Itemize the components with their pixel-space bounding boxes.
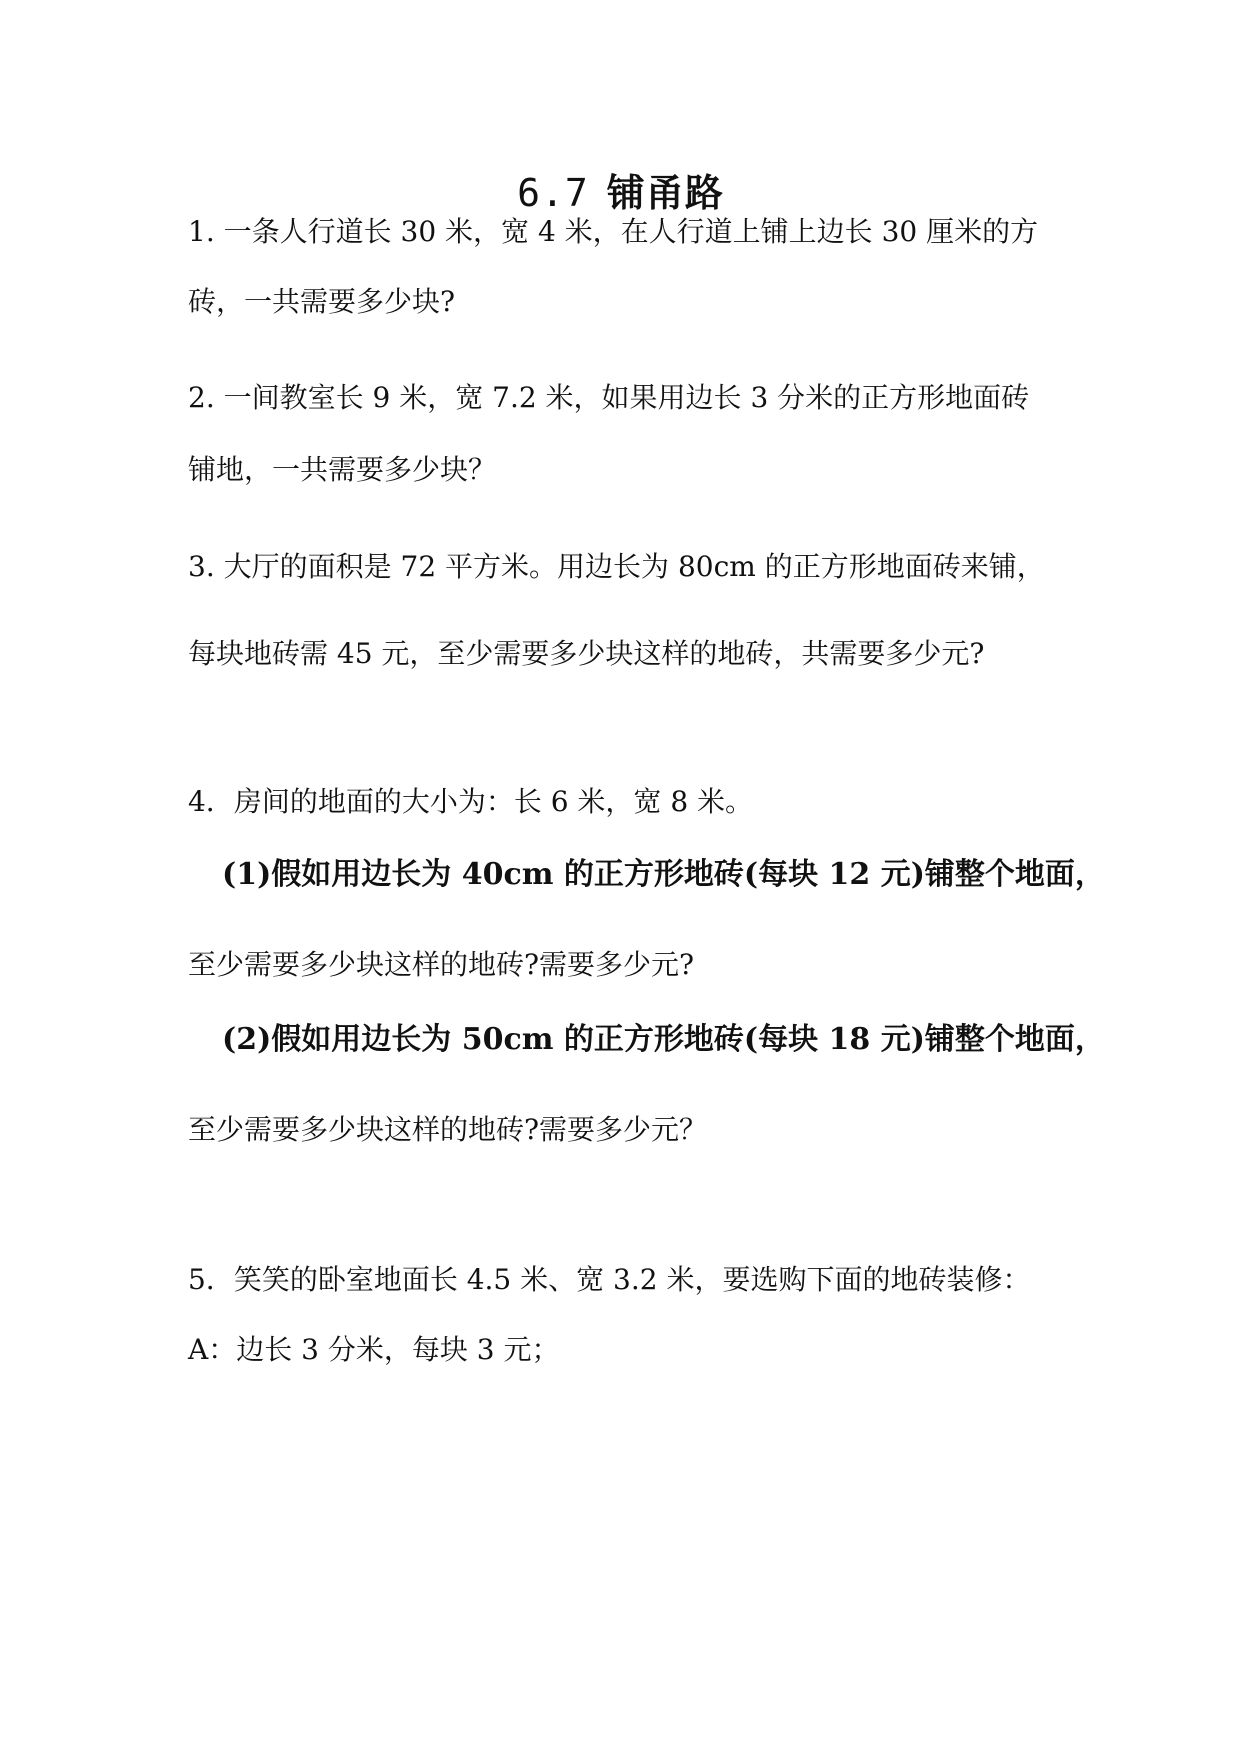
section-title: 铺甬路: [606, 170, 724, 215]
problem-2-line-2: 铺地，一共需要多少块？: [188, 453, 497, 486]
problem-1-line-2: 砖，一共需要多少块?: [188, 285, 456, 318]
section-number: 6.7: [517, 171, 589, 215]
page-title: [0, 162, 1241, 217]
problem-4-part-1-line-1: (1)假如用边长为 40cm 的正方形地砖(每块 12 元)铺整个地面，: [222, 857, 1105, 892]
problem-5-option-a: A：边长 3 分米，每块 3 元；: [188, 1333, 560, 1366]
problem-3-line-2: 每块地砖需 45 元，至少需要多少块这样的地砖，共需要多少元?: [188, 637, 985, 670]
problem-4-part-2-line-1: (2)假如用边长为 50cm 的正方形地砖(每块 18 元)铺整个地面，: [222, 1022, 1105, 1057]
problem-5-line-1: 5．笑笑的卧室地面长 4.5 米、宽 3.2 米，要选购下面的地砖装修：: [188, 1263, 1031, 1296]
problem-2-line-1: 2. 一间教室长 9 米，宽 7.2 米，如果用边长 3 分米的正方形地面砖: [188, 381, 1030, 414]
problem-4-part-2-line-2: 至少需要多少块这样的地砖?需要多少元？: [188, 1113, 708, 1146]
problem-3-line-1: 3. 大厅的面积是 72 平方米。用边长为 80cm 的正方形地面砖来铺，: [188, 550, 1045, 583]
problem-1-line-1: 1. 一条人行道长 30 米，宽 4 米，在人行道上铺上边长 30 厘米的方: [188, 215, 1039, 248]
problem-4-part-1-line-2: 至少需要多少块这样的地砖?需要多少元?: [188, 948, 695, 981]
problem-4-intro: 4．房间的地面的大小为：长 6 米，宽 8 米。: [188, 785, 754, 818]
